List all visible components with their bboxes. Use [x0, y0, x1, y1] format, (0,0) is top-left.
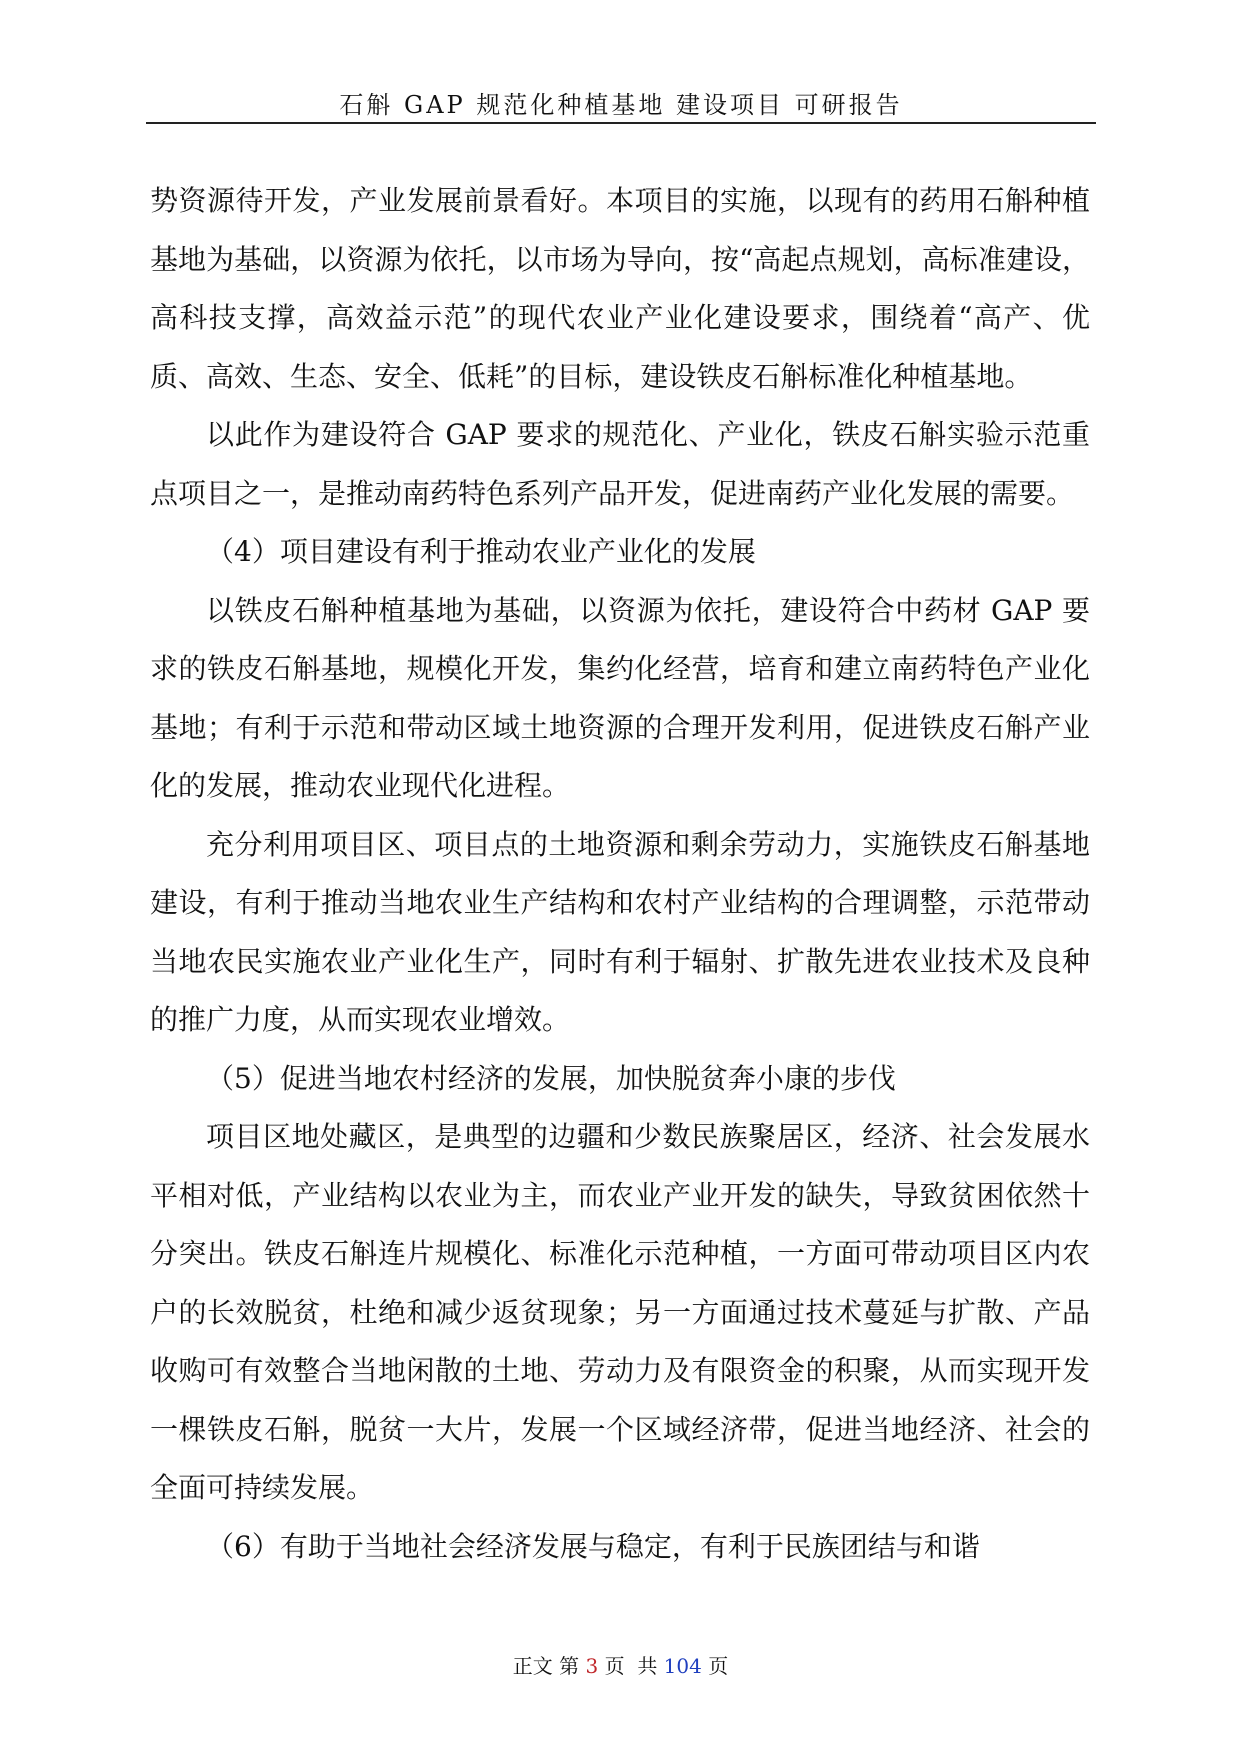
running-header: 石斛 GAP 规范化种植基地 建设项目 可研报告	[339, 91, 903, 119]
section-heading-6: （6）有助于当地社会经济发展与稳定，有利于民族团结与和谐	[206, 1529, 980, 1563]
section-heading-4: （4）项目建设有利于推动农业产业化的发展	[206, 535, 756, 568]
footer-page-prefix: 第	[559, 1654, 580, 1678]
section-heading-5: （5）促进当地农村经济的发展，加快脱贫奔小康的步伐	[206, 1061, 896, 1095]
header-rule	[146, 122, 1096, 124]
current-page-number: 3	[585, 1654, 599, 1678]
footer-page-suffix: 页	[604, 1654, 625, 1678]
total-pages: 104	[663, 1654, 702, 1678]
page-footer	[0, 1652, 1241, 1680]
paragraph-continuation: 势资源待开发，产业发展前景看好。本项目的实施，以现有的药用石斛种植基地为基础，以资源为依托，以市场为导向，按“高起点规划，高标准建设，高科技支撑，高效益示范”的现代农业产业化建设要求，围绕着“高产、优质、高效、生态、安全、低耗”的目标，建设铁皮石斛标准化种植基地。	[150, 184, 1090, 393]
paragraph: 项目区地处藏区，是典型的边疆和少数民族聚居区，经济、社会发展水平相对低，产业结构以农业为主，而农业产业开发的缺失，导致贫困依然十分突出。铁皮石斛连片规模化、标准化示范种植，一方面可带动项目区内农户的长效脱贫，杜绝和减少返贫现象；另一方面通过技术蔓延与扩散、产品收购可有效整合当地闲散的土地、劳动力及有限资金的积聚，从而实现开发一棵铁皮石斛，脱贫一大片，发展一个区域经济带，促进当地经济、社会的全面可持续发展。	[150, 1120, 1090, 1504]
paragraph: 以此作为建设符合 GAP 要求的规范化、产业化，铁皮石斛实验示范重点项目之一，是推动南药特色系列产品开发，促进南药产业化发展的需要。	[150, 418, 1090, 510]
footer-total-suffix: 页	[708, 1654, 729, 1678]
body-text	[150, 172, 1090, 1576]
paragraph: 以铁皮石斛种植基地为基础，以资源为依托，建设符合中药材 GAP 要求的铁皮石斛基地，规模化开发，集约化经营，培育和建立南药特色产业化基地；有利于示范和带动区域土地资源的合理开发利用，促进铁皮石斛产业化的发展，推动农业现代化进程。	[150, 593, 1090, 802]
paragraph: 充分利用项目区、项目点的土地资源和剩余劳动力，实施铁皮石斛基地建设，有利于推动当地农业生产结构和农村产业结构的合理调整，示范带动当地农民实施农业产业化生产，同时有利于辐射、扩散先进农业技术及良种的推广力度，从而实现农业增效。	[150, 827, 1090, 1036]
footer-total-prefix: 共	[637, 1654, 658, 1678]
footer-section-label: 正文	[512, 1654, 553, 1678]
